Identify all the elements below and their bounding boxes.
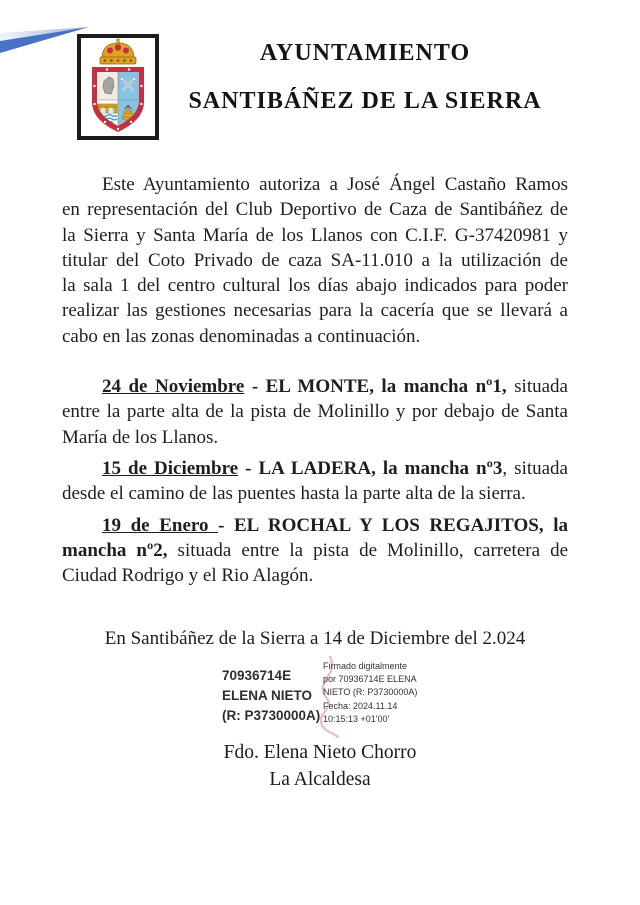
- text-segment: cabo en las zonas denominadas a continuación.: [62, 325, 421, 347]
- text-line: [323, 700, 443, 713]
- text-line: [222, 686, 332, 706]
- text-segment: Este Ayuntamiento autoriza a José Ángel Castaño Ramos: [102, 174, 568, 195]
- text-segment: en representación del Club Deportivo de Caza de Santibáñez de: [62, 199, 568, 221]
- text-line: [62, 563, 568, 588]
- digital-signature-certificate-name: [222, 666, 332, 726]
- section-el-monte: [62, 374, 568, 450]
- text-line: [62, 324, 568, 349]
- section-la-ladera: [62, 456, 568, 507]
- text-segment: , situada: [502, 457, 568, 479]
- text-segment: titular del Coto Privado de caza SA-11.010 a la utilización de: [62, 249, 568, 271]
- digital-signature-details: [323, 660, 443, 726]
- text-line: [62, 273, 568, 298]
- text-line: [222, 666, 332, 686]
- text-segment: desde el camino de las puentes hasta la parte alta de la sierra.: [62, 483, 526, 505]
- text-segment: entre la parte alta de la pista de Molinillo y por debajo de Santa: [62, 401, 568, 423]
- signed-by-name: Fdo. Elena Nieto Chorro: [223, 742, 417, 763]
- text-segment: Fecha: 2024.11.14: [323, 700, 398, 711]
- text-line: [62, 399, 568, 424]
- text-segment: situada: [506, 376, 568, 398]
- text-line: [62, 223, 568, 248]
- text-line: [323, 673, 443, 686]
- section-el-rochal: [62, 513, 568, 589]
- text-segment: Ciudad Rodrigo y el Rio Alagón.: [62, 565, 314, 587]
- text-line: [62, 425, 568, 450]
- text-line: [62, 538, 568, 563]
- document-body: [62, 172, 568, 652]
- text-segment: 19 de Enero: [102, 514, 219, 536]
- text-segment: la Sierra y Santa María de los Llanos con C.I.F. G-37420981 y: [62, 224, 568, 246]
- text-segment: realizar las gestiones necesarias para la cacería que se llevará a: [62, 300, 568, 322]
- text-segment: (R: P3730000A): [222, 708, 321, 723]
- text-segment: NIETO (R: P3730000A): [323, 687, 418, 698]
- text-segment: María de los Llanos.: [62, 426, 219, 448]
- text-line: [62, 248, 568, 273]
- header-title-line1: AYUNTAMIENTO: [259, 40, 471, 66]
- text-segment: 70936714E: [222, 668, 292, 683]
- text-line: [62, 374, 568, 399]
- text-line: [62, 513, 568, 538]
- text-segment: - LA LADERA, la mancha nº3: [238, 457, 503, 479]
- text-segment: situada entre la pista de Molinillo, carretera de: [167, 539, 568, 561]
- signed-by-title: La Alcaldesa: [269, 769, 371, 790]
- text-line: [323, 713, 443, 726]
- text-segment: 10:15:13 +01'00': [323, 713, 390, 724]
- text-line: [62, 298, 568, 323]
- text-line: [62, 172, 568, 197]
- text-segment: - EL ROCHAL Y LOS REGAJITOS, la: [218, 514, 568, 536]
- text-line: [62, 481, 568, 506]
- text-segment: 24 de Noviembre: [102, 376, 245, 398]
- text-line: [222, 706, 332, 726]
- text-segment: por 70936714E ELENA: [323, 674, 417, 685]
- document-header: [90, 40, 640, 115]
- text-line: [323, 686, 443, 699]
- text-segment: la sala 1 del centro cultural los días abajo indicados para poder: [62, 275, 568, 297]
- text-line: [62, 197, 568, 222]
- text-segment: 15 de Diciembre: [102, 457, 239, 479]
- place-and-date-line: En Santibáñez de la Sierra a 14 de Diciembre del 2.024: [104, 628, 526, 650]
- text-segment: mancha nº2,: [62, 539, 168, 561]
- text-segment: Firmado digitalmente: [323, 661, 408, 671]
- text-segment: ELENA NIETO: [222, 688, 313, 703]
- signed-by-block: [140, 739, 500, 793]
- intro-paragraph: [62, 172, 568, 349]
- header-title-line2: SANTIBÁÑEZ DE LA SIERRA: [188, 88, 542, 114]
- text-line: [323, 660, 443, 673]
- text-line: [62, 456, 568, 481]
- text-segment: - EL MONTE, la mancha nº1,: [244, 376, 507, 398]
